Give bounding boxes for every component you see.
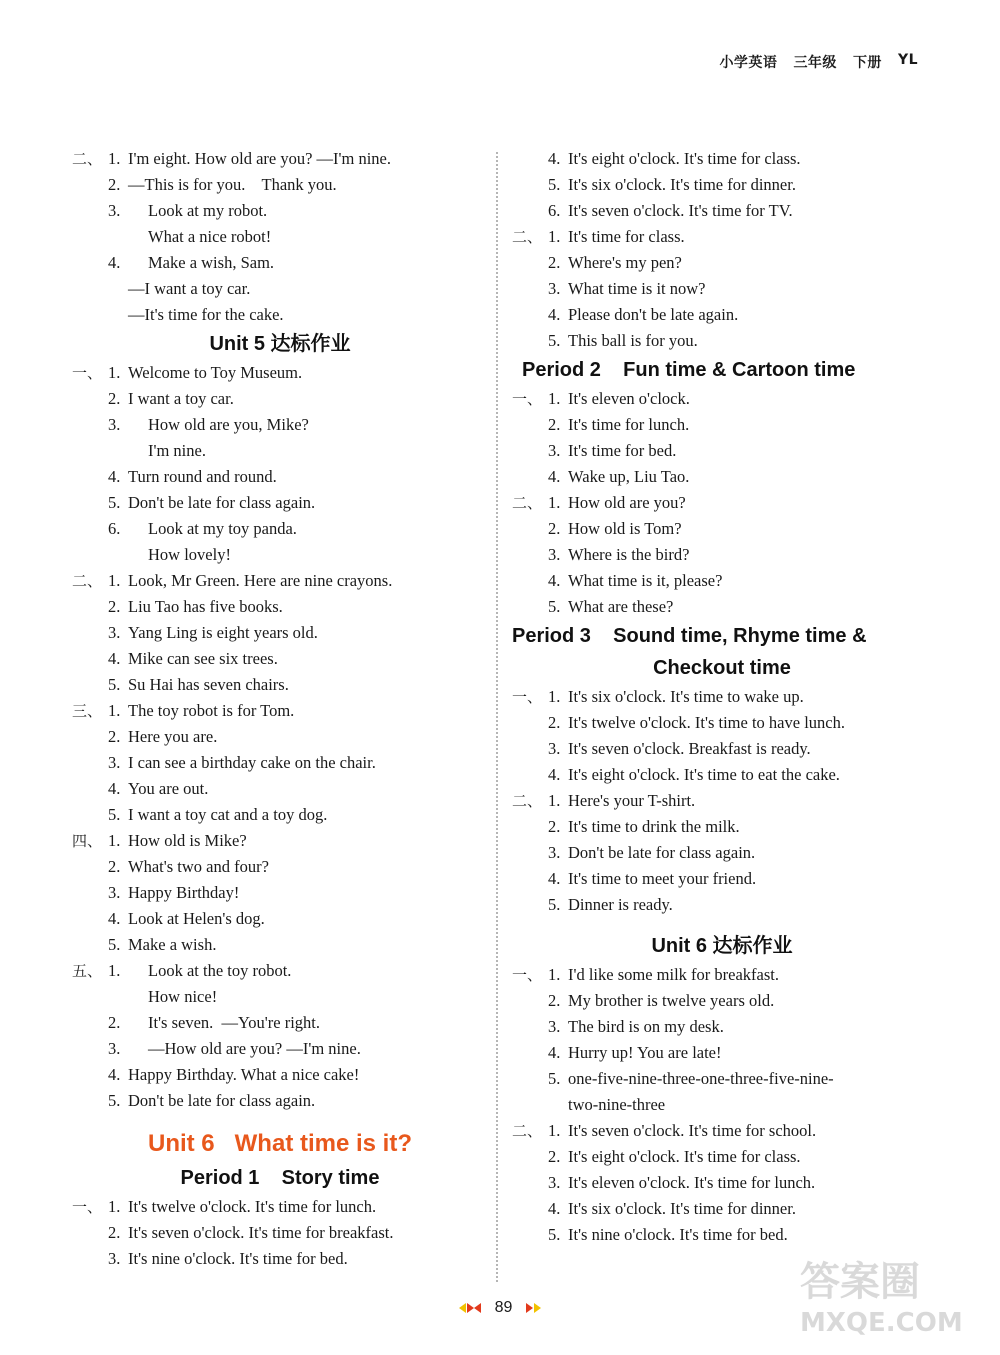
answer-text: Mike can see six trees. <box>128 649 278 668</box>
item-number: 3. <box>548 843 561 862</box>
answer-text: It's seven o'clock. It's time for breakfast. <box>128 1223 394 1242</box>
item-number: 5. <box>548 331 561 350</box>
answer-text: It's nine o'clock. It's time for bed. <box>568 1225 788 1244</box>
answer-text: —It's time for the cake. <box>128 305 284 324</box>
item-number: 5. <box>108 805 121 824</box>
answer-text: Where is the bird? <box>568 545 690 564</box>
answer-text: How old is Tom? <box>568 519 682 538</box>
answer-line <box>512 250 932 276</box>
answer-text: Yang Ling is eight years old. <box>128 623 318 642</box>
answer-line <box>512 302 932 328</box>
item-number: 1. <box>548 965 561 984</box>
item-number: 3. <box>548 1017 561 1036</box>
item-number: 1. <box>548 389 561 408</box>
item-number: 2. <box>548 415 561 434</box>
item-number: 3. <box>108 1039 121 1058</box>
answer-line <box>512 542 932 568</box>
item-number: 3. <box>108 753 121 772</box>
answer-line <box>72 198 488 224</box>
item-number: 3. <box>548 1173 561 1192</box>
answer-text: It's eight o'clock. It's time for class. <box>568 149 801 168</box>
answer-line <box>72 646 488 672</box>
answer-text: You are out. <box>128 779 209 798</box>
answer-text: It's time for bed. <box>568 441 677 460</box>
answer-line <box>72 854 488 880</box>
item-number: 2. <box>108 1013 121 1032</box>
header-subject: 小学英语 <box>719 55 778 71</box>
item-number: 1. <box>548 1121 561 1140</box>
section-number: 一、 <box>512 390 543 408</box>
spacer <box>72 1114 488 1126</box>
answer-text: Don't be late for class again. <box>128 493 316 512</box>
answer-line <box>72 568 488 594</box>
section-heading: Unit 6 达标作业 <box>651 935 793 957</box>
item-number: 3. <box>548 739 561 758</box>
answer-line <box>72 620 488 646</box>
answer-text: I want a toy car. <box>128 389 234 408</box>
answer-text: What a nice robot! <box>148 227 272 246</box>
answer-text: It's six o'clock. It's time to wake up. <box>568 687 804 706</box>
answer-text: Here's your T-shirt. <box>568 791 696 810</box>
answer-line <box>72 146 488 172</box>
item-number: 4. <box>108 649 121 668</box>
answer-text: It's time to drink the milk. <box>568 817 740 836</box>
answer-text: Where's my pen? <box>568 253 682 272</box>
answer-line <box>512 1066 932 1092</box>
answer-text: one-five-nine-three-one-three-five-nine- <box>568 1069 834 1088</box>
answer-text: How old are you, Mike? <box>148 415 309 434</box>
answer-line <box>512 684 932 710</box>
item-number: 1. <box>108 149 121 168</box>
item-number: 4. <box>548 1199 561 1218</box>
answer-line <box>512 1092 932 1118</box>
answer-text: Hurry up! You are late! <box>568 1043 722 1062</box>
item-number: 4. <box>548 305 561 324</box>
item-number: 1. <box>108 831 121 850</box>
item-number: 4. <box>108 779 121 798</box>
answer-line <box>512 1040 932 1066</box>
answer-line <box>72 1088 488 1114</box>
watermark-logo <box>800 1259 990 1349</box>
item-number: 5. <box>108 493 121 512</box>
answer-line <box>512 892 932 918</box>
answer-line <box>72 386 488 412</box>
answer-text: How old are you? <box>568 493 686 512</box>
answer-line <box>72 224 488 250</box>
item-number: 2. <box>108 727 121 746</box>
answer-text: —I want a toy car. <box>128 279 251 298</box>
answer-line <box>72 932 488 958</box>
answer-line <box>72 1036 488 1062</box>
answer-line <box>512 762 932 788</box>
item-number: 1. <box>108 961 121 980</box>
section-number: 五、 <box>72 962 103 980</box>
section-heading: Period 2 Fun time & Cartoon time <box>522 359 856 381</box>
item-number: 1. <box>548 493 561 512</box>
answer-line <box>72 250 488 276</box>
answer-text: What time is it now? <box>568 279 706 298</box>
item-number: 4. <box>548 149 561 168</box>
section-number: 二、 <box>72 572 103 590</box>
item-number: 5. <box>108 1091 121 1110</box>
answer-line <box>72 594 488 620</box>
answer-text: Wake up, Liu Tao. <box>568 467 690 486</box>
item-number: 1. <box>108 571 121 590</box>
item-number: 3. <box>548 545 561 564</box>
answer-line <box>72 412 488 438</box>
answer-text: Please don't be late again. <box>568 305 739 324</box>
answer-text: I'm nine. <box>148 441 206 460</box>
answer-line <box>72 1194 488 1220</box>
prev-arrows-icon <box>459 1303 481 1313</box>
item-number: 2. <box>108 175 121 194</box>
item-number: 1. <box>108 1197 121 1216</box>
item-number: 5. <box>548 175 561 194</box>
answer-line <box>512 198 932 224</box>
spacer <box>512 918 932 930</box>
answer-line <box>512 224 932 250</box>
answer-line <box>72 490 488 516</box>
item-number: 5. <box>548 1069 561 1088</box>
item-number: 2. <box>108 1223 121 1242</box>
item-number: 4. <box>108 1065 121 1084</box>
item-number: 1. <box>108 363 121 382</box>
answer-line <box>72 802 488 828</box>
answer-text: What's two and four? <box>128 857 269 876</box>
answer-text: It's nine o'clock. It's time for bed. <box>128 1249 348 1268</box>
answer-text: It's twelve o'clock. It's time for lunch. <box>128 1197 377 1216</box>
item-number: 5. <box>548 895 561 914</box>
answer-line <box>512 840 932 866</box>
answer-line <box>512 988 932 1014</box>
answer-line <box>72 1220 488 1246</box>
answer-line <box>72 698 488 724</box>
section-heading: Checkout time <box>653 657 791 679</box>
answer-text: Dinner is ready. <box>568 895 673 914</box>
answer-line <box>72 880 488 906</box>
answer-line <box>512 516 932 542</box>
answer-text: It's six o'clock. It's time for dinner. <box>568 1199 796 1218</box>
answer-text: It's eleven o'clock. <box>568 389 690 408</box>
item-number: 2. <box>108 389 121 408</box>
answer-line <box>512 276 932 302</box>
section-number: 一、 <box>512 688 543 706</box>
item-number: 5. <box>548 597 561 616</box>
answer-text: What time is it, please? <box>568 571 723 590</box>
answer-line <box>72 672 488 698</box>
answer-text: It's time for lunch. <box>568 415 690 434</box>
answer-line <box>512 386 932 412</box>
answer-text: It's six o'clock. It's time for dinner. <box>568 175 796 194</box>
answer-text: Happy Birthday. What a nice cake! <box>128 1065 360 1084</box>
item-number: 4. <box>548 1043 561 1062</box>
answer-line <box>512 594 932 620</box>
section-number: 一、 <box>72 364 103 382</box>
section-number: 四、 <box>72 832 103 850</box>
answer-text: The bird is on my desk. <box>568 1017 724 1036</box>
item-number: 1. <box>548 227 561 246</box>
answer-line <box>512 1118 932 1144</box>
answer-text: It's seven. —You're right. <box>148 1013 321 1032</box>
answer-line <box>512 328 932 354</box>
answer-line <box>72 542 488 568</box>
answer-line <box>72 724 488 750</box>
section-number: 二、 <box>512 792 543 810</box>
item-number: 4. <box>548 869 561 888</box>
answer-line <box>512 1014 932 1040</box>
item-number: 4. <box>548 571 561 590</box>
answer-line <box>512 814 932 840</box>
section-number: 一、 <box>512 966 543 984</box>
answer-text: two-nine-three <box>568 1095 666 1114</box>
item-number: 2. <box>548 991 561 1010</box>
item-number: 1. <box>548 791 561 810</box>
item-number: 3. <box>108 201 121 220</box>
answer-line <box>512 568 932 594</box>
answer-text: It's time for class. <box>568 227 685 246</box>
answer-text: It's seven o'clock. It's time for school. <box>568 1121 817 1140</box>
answer-line <box>72 958 488 984</box>
header-edition: YL <box>897 52 918 68</box>
answer-line <box>512 1196 932 1222</box>
answer-text: Look at my robot. <box>148 201 268 220</box>
answer-text: I'm eight. How old are you? —I'm nine. <box>128 149 392 168</box>
answer-line <box>72 302 488 328</box>
answer-text: How lovely! <box>148 545 231 564</box>
section-number: 二、 <box>72 150 103 168</box>
answer-line <box>512 1170 932 1196</box>
item-number: 3. <box>548 279 561 298</box>
answer-text: It's seven o'clock. It's time for TV. <box>568 201 793 220</box>
answer-text: Don't be late for class again. <box>128 1091 316 1110</box>
answer-line <box>72 438 488 464</box>
item-number: 4. <box>548 467 561 486</box>
answer-text: I want a toy cat and a toy dog. <box>128 805 328 824</box>
item-number: 3. <box>108 623 121 642</box>
answer-line <box>72 776 488 802</box>
answer-text: It's seven o'clock. Breakfast is ready. <box>568 739 811 758</box>
answer-line <box>72 276 488 302</box>
answer-text: Liu Tao has five books. <box>128 597 283 616</box>
item-number: 6. <box>108 519 121 538</box>
section-heading: Period 3 Sound time, Rhyme time & <box>512 625 867 647</box>
item-number: 4. <box>548 765 561 784</box>
answer-text: Look, Mr Green. Here are nine crayons. <box>128 571 393 590</box>
answer-line <box>512 464 932 490</box>
answer-text: It's eight o'clock. It's time to eat the cake. <box>568 765 840 784</box>
section-heading: Period 1 Story time <box>180 1167 380 1189</box>
section-number: 二、 <box>512 228 543 246</box>
answer-line <box>512 710 932 736</box>
section-number: 三、 <box>72 702 103 720</box>
item-number: 3. <box>108 883 121 902</box>
item-number: 4. <box>108 253 121 272</box>
answer-text: It's eleven o'clock. It's time for lunch. <box>568 1173 816 1192</box>
answer-line <box>512 1144 932 1170</box>
answer-line <box>72 1062 488 1088</box>
answer-text: Look at the toy robot. <box>148 961 292 980</box>
answer-text: Turn round and round. <box>128 467 277 486</box>
answer-line <box>72 906 488 932</box>
answer-text: I can see a birthday cake on the chair. <box>128 753 376 772</box>
answer-line <box>512 172 932 198</box>
watermark-line2: MXQE.COM <box>800 1308 963 1338</box>
answer-line <box>72 984 488 1010</box>
answer-line <box>512 866 932 892</box>
item-number: 4. <box>108 909 121 928</box>
answer-text: Look at my toy panda. <box>148 519 297 538</box>
answer-line <box>72 464 488 490</box>
header-grade: 三年级 <box>793 55 837 71</box>
answer-text: The toy robot is for Tom. <box>128 701 295 720</box>
right-column <box>512 146 932 1248</box>
answer-line <box>72 360 488 386</box>
answer-line <box>512 1222 932 1248</box>
answer-text: Don't be late for class again. <box>568 843 756 862</box>
item-number: 2. <box>548 713 561 732</box>
item-number: 3. <box>108 1249 121 1268</box>
item-number: 5. <box>548 1225 561 1244</box>
item-number: 3. <box>548 441 561 460</box>
answer-line <box>72 516 488 542</box>
answer-text: —This is for you. Thank you. <box>128 175 337 194</box>
answer-text: It's time to meet your friend. <box>568 869 757 888</box>
answer-text: I'd like some milk for breakfast. <box>568 965 779 984</box>
header-volume: 下册 <box>852 55 882 71</box>
answer-line <box>512 412 932 438</box>
answer-line <box>72 1010 488 1036</box>
next-arrows-icon <box>526 1303 541 1313</box>
answer-text: My brother is twelve years old. <box>568 991 775 1010</box>
page-header <box>719 52 918 72</box>
answer-line <box>512 736 932 762</box>
answer-text: It's eight o'clock. It's time for class. <box>568 1147 801 1166</box>
item-number: 2. <box>548 253 561 272</box>
answer-text: How old is Mike? <box>128 831 247 850</box>
item-number: 2. <box>548 1147 561 1166</box>
answer-text: —How old are you? —I'm nine. <box>148 1039 361 1058</box>
answer-line <box>72 1246 488 1272</box>
section-heading: Unit 5 达标作业 <box>209 333 351 355</box>
answer-text: How nice! <box>148 987 218 1006</box>
section-number: 二、 <box>512 1122 543 1140</box>
item-number: 6. <box>548 201 561 220</box>
answer-line <box>512 490 932 516</box>
answer-line <box>72 750 488 776</box>
item-number: 5. <box>108 675 121 694</box>
item-number: 3. <box>108 415 121 434</box>
answer-text: Welcome to Toy Museum. <box>128 363 303 382</box>
column-divider <box>496 152 498 1282</box>
item-number: 2. <box>108 597 121 616</box>
answer-line <box>72 172 488 198</box>
answer-text: Make a wish, Sam. <box>148 253 275 272</box>
answer-line <box>512 438 932 464</box>
item-number: 1. <box>548 687 561 706</box>
section-number: 一、 <box>72 1198 103 1216</box>
item-number: 2. <box>548 817 561 836</box>
answer-text: This ball is for you. <box>568 331 698 350</box>
section-heading: Unit 6 What time is it? <box>147 1130 412 1157</box>
item-number: 2. <box>108 857 121 876</box>
answer-text: Happy Birthday! <box>128 883 240 902</box>
answer-text: It's twelve o'clock. It's time to have lunch. <box>568 713 845 732</box>
answer-text: Look at Helen's dog. <box>128 909 265 928</box>
watermark-line1: 答案圈 <box>800 1259 920 1305</box>
answer-text: Here you are. <box>128 727 218 746</box>
answer-text: What are these? <box>568 597 674 616</box>
left-column <box>72 146 488 1272</box>
item-number: 5. <box>108 935 121 954</box>
answer-line <box>512 788 932 814</box>
answer-line <box>512 146 932 172</box>
item-number: 2. <box>548 519 561 538</box>
answer-line <box>512 962 932 988</box>
answer-line <box>72 828 488 854</box>
section-number: 二、 <box>512 494 543 512</box>
item-number: 4. <box>108 467 121 486</box>
answer-text: Su Hai has seven chairs. <box>128 675 289 694</box>
item-number: 1. <box>108 701 121 720</box>
page-number: 89 <box>494 1299 513 1316</box>
answer-text: Make a wish. <box>128 935 217 954</box>
